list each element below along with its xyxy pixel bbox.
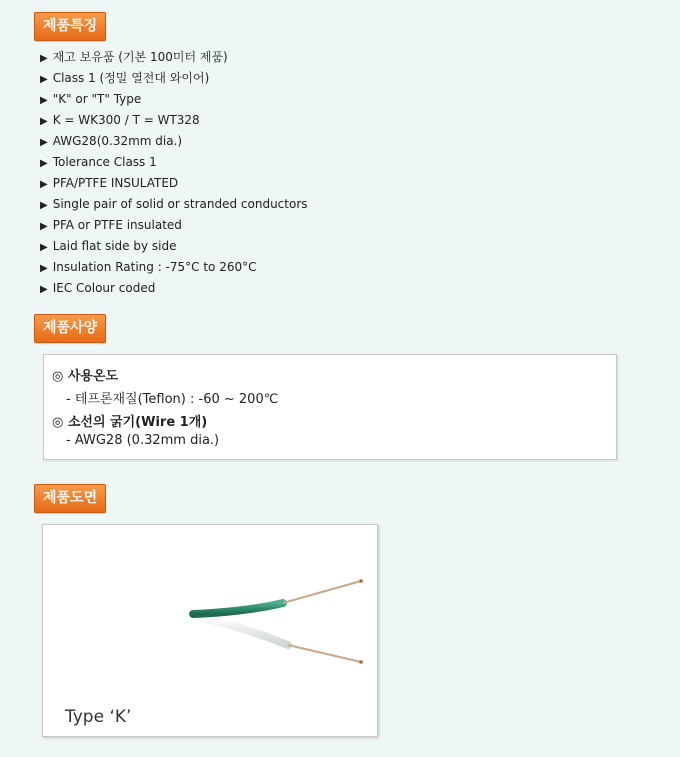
thermocouple-wire-image <box>43 525 377 705</box>
wire-gauge-heading: ◎ 소선의 굵기(Wire 1개) <box>52 415 208 430</box>
list-item: ▶ 재고 보유품 (기본 100미터 제품) <box>40 50 228 64</box>
arrow-right-icon: ▶ <box>40 200 48 211</box>
arrow-right-icon: ▶ <box>40 116 48 127</box>
features-section-title: 제품특징 <box>34 12 106 41</box>
operating-temp-heading: ◎ 사용온도 <box>52 369 119 384</box>
wire-gauge-value: - AWG28 (0.32mm dia.) <box>66 433 220 448</box>
list-item: ▶ K = WK300 / T = WT328 <box>40 113 200 127</box>
arrow-right-icon: ▶ <box>40 263 48 274</box>
list-item: ▶ IEC Colour coded <box>40 281 156 295</box>
list-item: ▶ Single pair of solid or stranded conductors <box>40 197 308 211</box>
specs-section-title: 제품사양 <box>34 314 106 343</box>
arrow-right-icon: ▶ <box>40 53 48 64</box>
arrow-right-icon: ▶ <box>40 158 48 169</box>
list-item: ▶ Tolerance Class 1 <box>40 155 157 169</box>
arrow-right-icon: ▶ <box>40 221 48 232</box>
list-item: ▶ PFA/PTFE INSULATED <box>40 176 179 190</box>
arrow-right-icon: ▶ <box>40 137 48 148</box>
arrow-right-icon: ▶ <box>40 179 48 190</box>
list-item: ▶ Insulation Rating : -75°C to 260°C <box>40 260 257 274</box>
features-list <box>40 47 308 299</box>
specs-box <box>43 354 617 460</box>
arrow-right-icon: ▶ <box>40 95 48 106</box>
arrow-right-icon: ▶ <box>40 74 48 85</box>
arrow-right-icon: ▶ <box>40 242 48 253</box>
product-drawing-panel <box>42 524 378 737</box>
list-item: ▶ Class 1 (정밀 열전대 와이어) <box>40 71 210 85</box>
arrow-right-icon: ▶ <box>40 284 48 295</box>
drawing-section-title: 제품도면 <box>34 484 106 513</box>
operating-temp-value: - 테프론재질(Teflon) : -60 ~ 200℃ <box>66 392 279 407</box>
list-item: ▶ "K" or "T" Type <box>40 92 142 106</box>
drawing-caption: Type ‘K’ <box>65 707 132 727</box>
list-item: ▶ AWG28(0.32mm dia.) <box>40 134 183 148</box>
list-item: ▶ Laid flat side by side <box>40 239 177 253</box>
list-item: ▶ PFA or PTFE insulated <box>40 218 182 232</box>
